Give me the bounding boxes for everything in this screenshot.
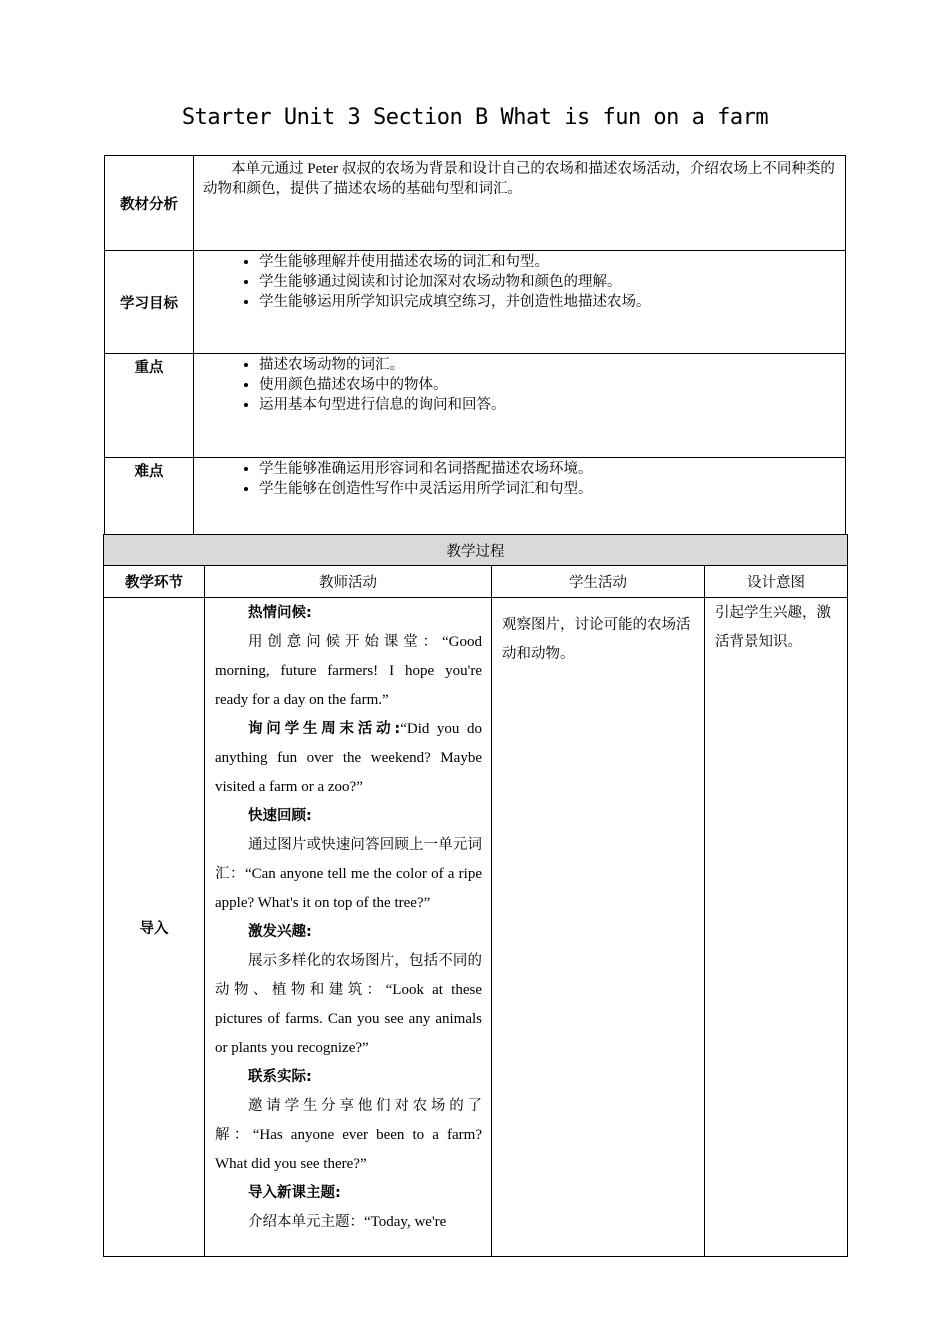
col-teacher-header: 教师活动 (205, 566, 492, 598)
list-item: • 描述农场动物的词汇。 (259, 355, 844, 375)
difficulties-label: 难点 (105, 458, 194, 542)
teacher-heading: 导入新课主题: (248, 1185, 341, 1201)
col-stage-header: 教学环节 (104, 566, 205, 598)
student-activity-cell (492, 598, 705, 1257)
key-points-row (105, 354, 846, 458)
teaching-process-table (103, 534, 848, 1257)
teacher-text-en: “Did you do anything fun over the weekend? Maybe visited a farm or a zoo?” (215, 721, 482, 795)
process-header: 教学过程 (104, 535, 848, 566)
list-item: • 学生能够理解并使用描述农场的词汇和句型。 (259, 252, 844, 272)
page-title: Starter Unit 3 Section B What is fun on a farm (181, 105, 769, 130)
teacher-paragraph (215, 628, 482, 715)
list-item: • 学生能够通过阅读和讨论加深对农场动物和颜色的理解。 (259, 272, 844, 292)
goals-list (195, 252, 844, 312)
list-item: • 运用基本句型进行信息的询问和回答。 (259, 395, 844, 415)
col-student-header: 学生活动 (492, 566, 705, 598)
table-row (104, 598, 848, 1257)
teacher-paragraph (215, 831, 482, 918)
teacher-text-zh: 邀请学生分享他们对农场的了解： (215, 1098, 482, 1143)
goals-cell (194, 251, 846, 354)
key-points-list (195, 355, 844, 415)
design-intent-cell (705, 598, 848, 1257)
difficulties-row (105, 458, 846, 542)
analysis-text (195, 157, 844, 199)
teacher-text-en: “Good morning, future farmers! I hope you're ready for a day on the farm.” (215, 634, 482, 708)
teacher-heading: 热情问候: (248, 605, 312, 621)
teacher-paragraph (215, 1092, 482, 1179)
goals-row (105, 251, 846, 354)
analysis-text-a: 本单元通过 (231, 161, 304, 177)
key-points-label: 重点 (105, 354, 194, 458)
col-intent-header: 设计意图 (705, 566, 848, 598)
student-activity: 观察图片，讨论可能的农场活动和动物。 (502, 617, 691, 662)
analysis-cell (194, 156, 846, 251)
list-item: • 使用颜色描述农场中的物体。 (259, 375, 844, 395)
lesson-info-table (104, 155, 846, 542)
teacher-text-zh: 展示多样化的农场图片，包括不同的动物、植物和建筑： (215, 953, 482, 998)
teacher-heading: 快速回顾: (248, 808, 312, 824)
analysis-text-en: Peter (303, 161, 342, 177)
teacher-heading: 激发兴趣: (248, 924, 312, 940)
teacher-paragraph (215, 1208, 482, 1237)
teacher-heading-text: 询问学生周末活动: (248, 721, 401, 737)
column-header-row (104, 566, 848, 598)
teacher-text-zh: 通过图片或快速问答回顾上一单元词汇： (215, 837, 482, 882)
teacher-text-zh: 用创意问候开始课堂： (248, 634, 442, 650)
analysis-row (105, 156, 846, 251)
list-item: • 学生能够准确运用形容词和名词搭配描述农场环境。 (259, 459, 844, 479)
teacher-activity (206, 599, 490, 1237)
list-item: • 学生能够在创造性写作中灵活运用所学词汇和句型。 (259, 479, 844, 499)
stage-cell: 导入 (104, 598, 205, 1257)
analysis-label: 教材分析 (105, 156, 194, 251)
teacher-text-en: “Has anyone ever been to a farm? What did you see there?” (215, 1127, 483, 1172)
process-header-row (104, 535, 848, 566)
key-points-cell (194, 354, 846, 458)
teacher-heading: 联系实际: (248, 1069, 312, 1085)
teacher-text-en: “Today, we're (364, 1214, 447, 1230)
teacher-text-en: “Can anyone tell me the color of a ripe apple? What's it on top of the tree?” (215, 866, 482, 911)
teacher-activity-cell (205, 598, 492, 1257)
teacher-paragraph (215, 947, 482, 1063)
teacher-text-en: “Look at these pictures of farms. Can you see any animals or plants you recognize?” (215, 982, 483, 1056)
goals-label: 学习目标 (105, 251, 194, 354)
teacher-text-zh: 介绍本单元主题： (248, 1214, 364, 1230)
teacher-heading (215, 715, 482, 802)
difficulties-list (195, 459, 844, 499)
list-item: • 学生能够运用所学知识完成填空练习，并创造性地描述农场。 (259, 292, 844, 312)
design-intent: 引起学生兴趣，激活背景知识。 (715, 605, 831, 650)
analysis-text-b: 叔叔的农场为背景和设计自己的农场和描述农场活动，介绍农场上不同种类的动物和颜色，提供了描述农场的基础句型和词汇。 (203, 161, 835, 197)
difficulties-cell (194, 458, 846, 542)
